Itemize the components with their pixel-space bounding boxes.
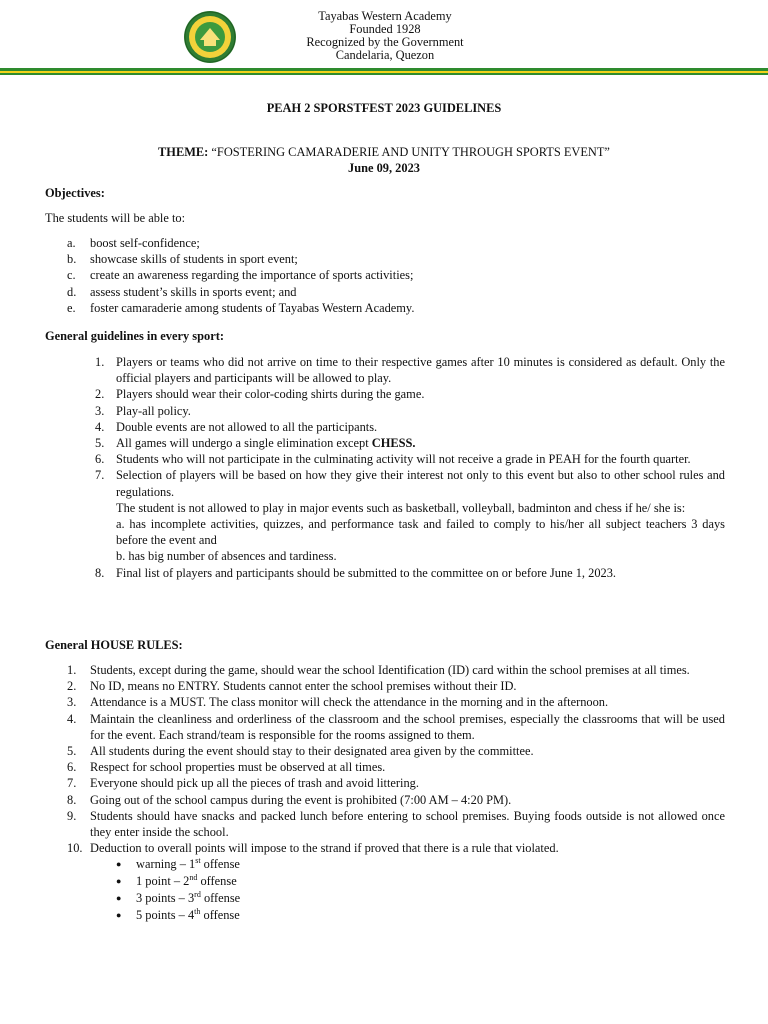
list-marker: c. [67,268,76,283]
guideline-item [45,403,725,419]
list-marker: 6. [95,452,105,467]
house-rule-item [45,808,725,840]
list-item-text: Maintain the cleanliness and orderliness of the classroom and the school premises, especially the classrooms that will be used for the event. Each strand/team is responsible for the rooms assigned to them. [90,711,725,742]
list-item-text: Selection of players will be based on how they give their interest not only to this event but also to other school rules and regulations. [116,468,725,499]
guideline-item [45,435,725,451]
house-rule-item [45,759,725,775]
penalty-ordinal: nd [189,873,198,883]
list-item-subtext: b. has big number of absences and tardiness. [116,549,337,564]
location-line: Candelaria, Quezon [335,48,435,62]
list-item-subtext: a. has incomplete activities, quizzes, and performance task and failed to comply to his/her all subject teachers 3 days before the event and [116,517,725,548]
letterhead-text [285,10,485,62]
objective-item [45,300,725,316]
penalty-ordinal: st [195,856,201,866]
objective-item [45,267,725,283]
list-marker: 8. [95,565,105,580]
list-marker: 9. [67,808,77,823]
penalty-suffix: offense [200,857,240,872]
guideline-item [45,419,725,435]
penalty-suffix: offense [197,874,237,889]
house-rules-heading [45,638,725,653]
list-item-text: assess student’s skills in sports event; and [90,284,297,299]
list-item-subtext: The student is not allowed to play in major events such as basketball, volleyball, badminton and chess if he/ she is: [116,500,686,515]
guideline-item [45,451,725,467]
guideline-item [45,565,725,581]
objective-item [45,235,725,251]
school-seal-logo [183,10,237,64]
list-item-text: foster camaraderie among students of Tayabas Western Academy. [90,300,415,315]
list-marker: 3. [95,403,105,418]
objective-item [45,284,725,300]
list-marker: 3. [67,695,77,710]
penalty-text: warning – 1 [136,857,196,872]
list-item-text: Play-all policy. [116,403,191,418]
bullet-icon: ● [116,910,122,921]
list-item-text: No ID, means no ENTRY. Students cannot enter the school premises without their ID. [90,679,517,694]
guideline-item [45,354,725,386]
list-item-text: Going out of the school campus during the event is prohibited (7:00 AM – 4:20 PM). [90,792,512,807]
school-name: Tayabas Western Academy [318,9,452,23]
list-item-text: Final list of players and participants should be submitted to the committee on or before June 1, 2023. [116,565,616,580]
list-marker: 5. [95,436,105,451]
list-item-text: Everyone should pick up all the pieces of trash and avoid littering. [90,776,419,791]
list-item-text: Players or teams who did not arrive on time to their respective games after 10 minutes is considered as default. Only the official players and participants will be allowed to play. [116,355,725,386]
penalty-list [45,856,725,924]
theme-text: “FOSTERING CAMARADERIE AND UNITY THROUGH SPORTS EVENT” [211,145,610,159]
objectives-section [45,186,725,316]
penalty-suffix: offense [200,908,240,923]
list-item-text: Double events are not allowed to all the participants. [116,419,378,434]
recognition-line: Recognized by the Government [306,35,464,49]
guideline-item [45,386,725,402]
header-rule-green-lower [0,73,768,75]
penalty-text: 3 points – 3 [136,891,195,906]
bullet-icon: ● [116,893,122,904]
list-marker: 10. [67,841,83,856]
objectives-list [45,235,725,316]
general-guidelines-section [45,329,725,581]
general-guidelines-heading: General guidelines in every sport: [45,329,224,343]
house-rule-item [45,775,725,791]
house-rule-item [45,678,725,694]
penalty-ordinal: th [194,907,201,917]
list-marker: 7. [95,468,105,483]
list-marker: d. [67,284,77,299]
list-item-bold-text: CHESS. [371,436,416,451]
house-rule-item [45,840,725,856]
list-item-text: Students should have snacks and packed lunch before entering to school premises. Buying foods outside is not allowed once they enter inside the school. [90,808,725,840]
guideline-item [45,467,725,564]
list-marker: 8. [67,792,77,807]
list-marker: 6. [67,760,77,775]
penalty-ordinal: rd [194,890,201,900]
list-marker: e. [67,300,76,315]
penalty-text: 5 points – 4 [136,908,195,923]
objective-item [45,251,725,267]
list-marker: 5. [67,744,77,759]
house-rules-section [45,638,725,924]
penalty-item [45,873,725,890]
list-marker: a. [67,236,76,250]
list-item-text: boost self-confidence; [90,236,200,250]
objectives-heading: Objectives: [45,186,105,200]
list-item-text: All games will undergo a single elimination except [116,436,372,451]
list-marker: 4. [95,419,105,434]
penalty-suffix: offense [200,891,241,906]
list-item-text: Deduction to overall points will impose to the strand if proved that there is a rule that violated. [90,841,559,856]
letterhead [0,0,768,64]
house-rule-item [45,662,725,678]
event-date: June 09, 2023 [348,161,420,175]
list-item-text: Students who will not participate in the culminating activity will not receive a grade in PEAH for the fourth quarter. [116,452,691,467]
penalty-item [45,856,725,873]
list-marker: 2. [95,387,105,402]
house-rules-heading-prefix: General [45,638,91,652]
house-rule-item [45,711,725,743]
list-marker: 4. [67,711,77,726]
list-item-text: Attendance is a MUST. The class monitor will check the attendance in the morning and in the afternoon. [90,695,609,710]
list-marker: 2. [67,679,77,694]
list-item-text: Students, except during the game, should wear the school Identification (ID) card within the school premises at all times. [90,663,690,677]
document-title: PEAH 2 SPORSTFEST 2023 GUIDELINES [266,101,502,115]
penalty-text: 1 point – 2 [136,874,190,889]
bullet-icon: ● [116,859,122,870]
list-marker: 7. [67,776,77,791]
penalty-item [45,890,725,907]
house-rule-item [45,694,725,710]
list-marker: 1. [67,663,77,677]
theme-block [0,144,768,176]
house-rule-item [45,743,725,759]
list-item-text: create an awareness regarding the importance of sports activities; [90,268,414,283]
penalty-item [45,907,725,924]
list-item-text: showcase skills of students in sport event; [90,252,298,267]
list-item-text: All students during the event should stay to their designated area given by the committee. [90,744,534,759]
bullet-icon: ● [116,876,122,887]
house-rules-heading-bold: HOUSE RULES: [90,638,183,652]
list-marker: 1. [95,355,105,369]
general-guidelines-list [45,354,725,581]
list-marker: b. [67,252,77,267]
list-item-text: Players should wear their color-coding shirts during the game. [116,387,425,402]
founded-line: Founded 1928 [349,22,421,36]
house-rules-list [45,662,725,856]
house-rule-item [45,792,725,808]
list-item-text: Respect for school properties must be observed at all times. [90,760,386,775]
objectives-intro: The students will be able to: [45,211,186,225]
theme-label: THEME: [158,145,209,159]
